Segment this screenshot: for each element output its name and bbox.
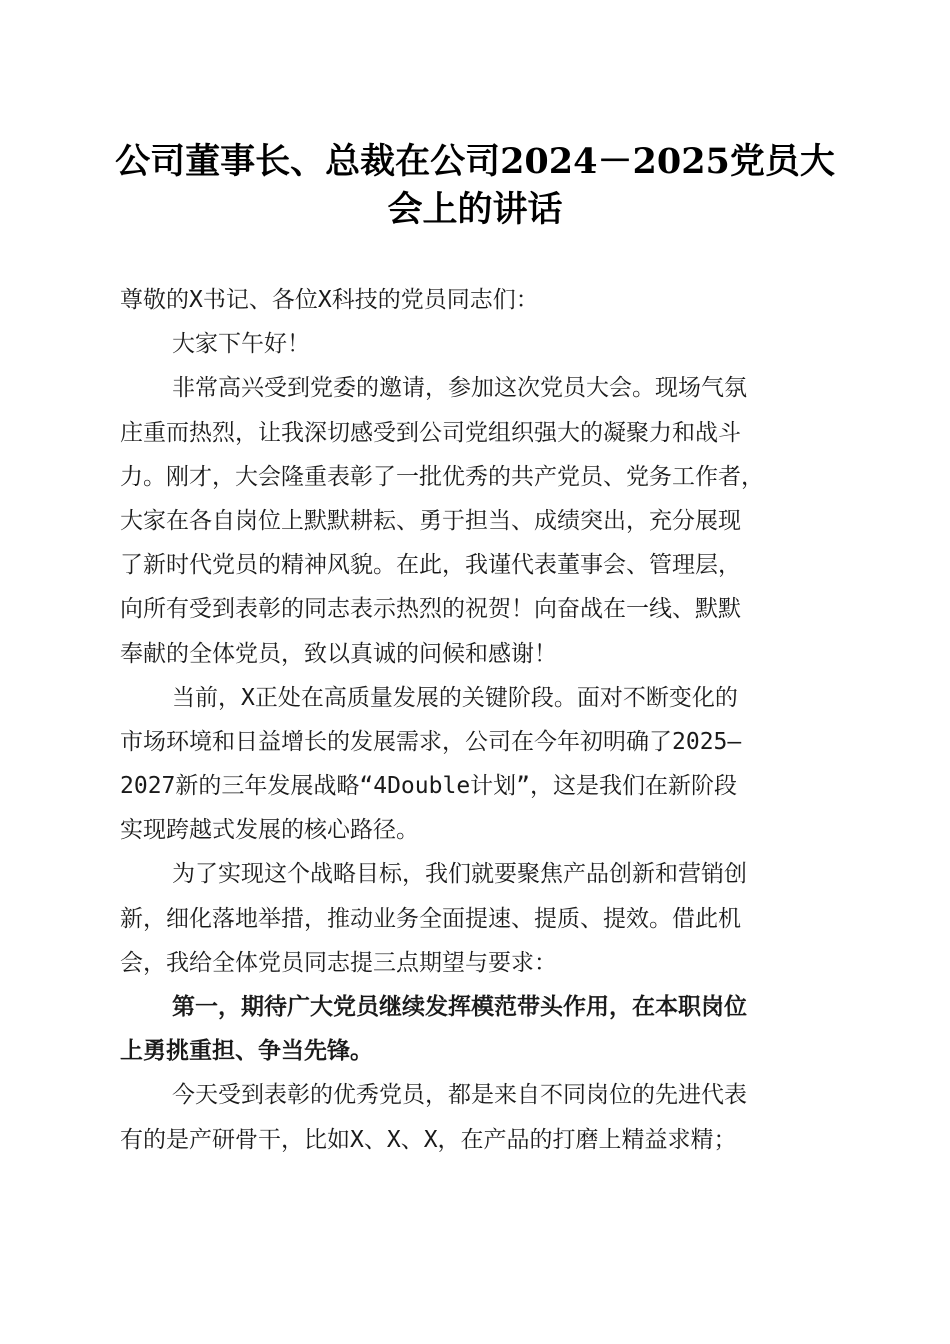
body-line: 奉献的全体党员，致以真诚的问候和感谢！ [120, 640, 557, 667]
body-line: 了新时代党员的精神风貌。在此，我谨代表董事会、管理层， [120, 552, 741, 579]
title-line-1: 公司董事长、总裁在公司2024－2025党员大 [115, 141, 835, 182]
section-heading-line: 上勇挑重担、争当先锋。 [120, 1038, 373, 1065]
body-line: 庄重而热烈，让我深切感受到公司党组织强大的凝聚力和战斗 [120, 419, 741, 446]
body-line: 新，细化落地举措，推动业务全面提速、提质、提效。借此机 [120, 905, 741, 932]
body-line: 为了实现这个战略目标，我们就要聚焦产品创新和营销创 [172, 861, 747, 888]
body-line: 会，我给全体党员同志提三点期望与要求： [120, 949, 557, 976]
document-body [120, 278, 830, 1162]
body-line: 实现跨越式发展的核心路径。 [120, 817, 419, 844]
body-line: 大家下午好！ [172, 331, 310, 358]
body-line: 向所有受到表彰的同志表示热烈的祝贺！向奋战在一线、默默 [120, 596, 741, 623]
body-line: 有的是产研骨干，比如X、X、X，在产品的打磨上精益求精； [120, 1126, 737, 1153]
body-line: 当前，X正处在高质量发展的关键阶段。面对不断变化的 [172, 684, 738, 711]
body-line: 市场环境和日益增长的发展需求，公司在今年初明确了2025— [120, 728, 742, 755]
body-line: 2027新的三年发展战略“4Double计划”，这是我们在新阶段 [120, 773, 738, 800]
body-line: 力。刚才，大会隆重表彰了一批优秀的共产党员、党务工作者， [120, 463, 764, 490]
body-line: 非常高兴受到党委的邀请，参加这次党员大会。现场气氛 [172, 375, 747, 402]
body-line: 尊敬的X书记、各位X科技的党员同志们： [120, 287, 539, 313]
document-title [110, 138, 840, 234]
body-line: 今天受到表彰的优秀党员，都是来自不同岗位的先进代表 [172, 1082, 747, 1109]
section-heading-line: 第一，期待广大党员继续发挥模范带头作用，在本职岗位 [172, 994, 747, 1020]
body-line: 大家在各自岗位上默默耕耘、勇于担当、成绩突出，充分展现 [120, 507, 741, 534]
title-line-2: 会上的讲话 [387, 189, 563, 230]
